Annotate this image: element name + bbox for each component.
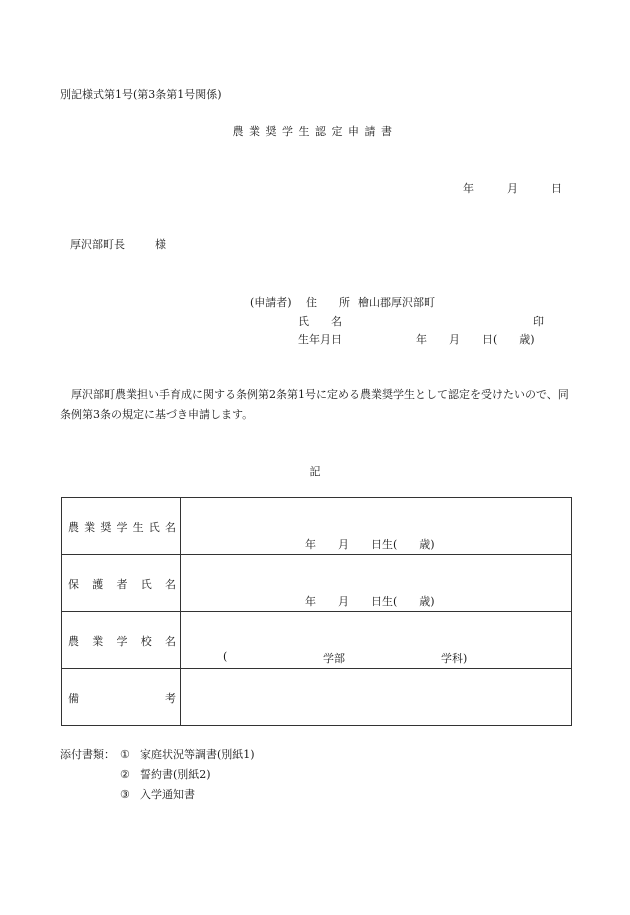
recipient xyxy=(70,236,166,252)
label-char: 生 xyxy=(132,521,144,534)
label-char: 名 xyxy=(165,578,176,591)
attachments-label: 添付書類： xyxy=(60,748,115,761)
document-title: 農業奨学生認定申請書 xyxy=(232,125,398,138)
guardian-birth-value: 年 月 日生( 歳) xyxy=(305,595,435,608)
attachment-text: 入学通知書 xyxy=(140,788,195,801)
form-number: 別記様式第1号(第3条第1号関係) xyxy=(60,88,222,101)
label-char: 考 xyxy=(165,692,176,705)
recipient-name: 厚沢部町長 xyxy=(70,238,125,251)
label-char: 学 xyxy=(116,521,128,534)
school-paren-open: ( xyxy=(223,650,228,663)
date-day: 日 xyxy=(551,182,562,195)
label-char: 農 xyxy=(68,635,79,648)
student-name-value-cell[interactable] xyxy=(181,498,572,555)
student-name-label-cell xyxy=(62,498,181,555)
label-char: 名 xyxy=(165,635,176,648)
attachment-item xyxy=(120,766,211,782)
label-char: 農 xyxy=(68,521,79,534)
label-char: 業 xyxy=(92,635,104,648)
attachment-number: ① xyxy=(120,748,130,761)
remarks-value-cell[interactable] xyxy=(181,669,572,726)
faculty-label: 学部 xyxy=(323,652,345,665)
label-char: 者 xyxy=(116,578,128,591)
label-char: 学 xyxy=(116,635,128,648)
date-month: 月 xyxy=(507,182,518,195)
label-char: 護 xyxy=(92,578,104,591)
application-statement: 厚沢部町農業担い手育成に関する条例第2条第1号に定める農業奨学生として認定を受けたいので、同条例第3条の規定に基づき申請します。 xyxy=(60,388,569,421)
label-char: 業 xyxy=(84,521,96,534)
label-char: 保 xyxy=(68,578,79,591)
table-row xyxy=(62,612,572,669)
label-char: 備 xyxy=(68,692,79,705)
attachment-item xyxy=(120,786,195,802)
attachment-item xyxy=(120,746,255,762)
attachment-text: 家庭状況等調書(別紙1) xyxy=(140,748,255,761)
school-name-label-cell xyxy=(62,612,181,669)
birthdate-label: 生年月日 xyxy=(298,333,342,346)
label-char: 校 xyxy=(140,635,152,648)
table-row xyxy=(62,498,572,555)
remarks-label-cell xyxy=(62,669,181,726)
address-label: 住 所 xyxy=(306,296,350,309)
application-table xyxy=(61,497,572,726)
birthdate-value: 年 月 日( 歳) xyxy=(416,333,535,346)
seal-mark: 印 xyxy=(533,315,544,328)
applicant-label: (申請者) xyxy=(250,296,292,309)
address-value: 檜山郡厚沢部町 xyxy=(358,296,435,309)
attachment-number: ② xyxy=(120,768,130,781)
guardian-name-label-cell xyxy=(62,555,181,612)
ki-heading: 記 xyxy=(309,465,321,478)
label-char: 氏 xyxy=(148,521,160,534)
label-char: 奨 xyxy=(100,521,112,534)
department-label: 学科) xyxy=(441,652,468,665)
table-row xyxy=(62,669,572,726)
attachment-number: ③ xyxy=(120,788,130,801)
date-year: 年 xyxy=(463,182,474,195)
recipient-honorific: 様 xyxy=(155,238,166,251)
label-char: 氏 xyxy=(140,578,152,591)
guardian-name-value-cell[interactable] xyxy=(181,555,572,612)
school-name-value-cell[interactable] xyxy=(181,612,572,669)
date-line xyxy=(463,180,562,196)
student-birth-value: 年 月 日生( 歳) xyxy=(305,538,435,551)
table-row xyxy=(62,555,572,612)
name-label: 氏 名 xyxy=(298,315,342,328)
attachment-text: 誓約書(別紙2) xyxy=(140,768,211,781)
label-char: 名 xyxy=(164,521,176,534)
